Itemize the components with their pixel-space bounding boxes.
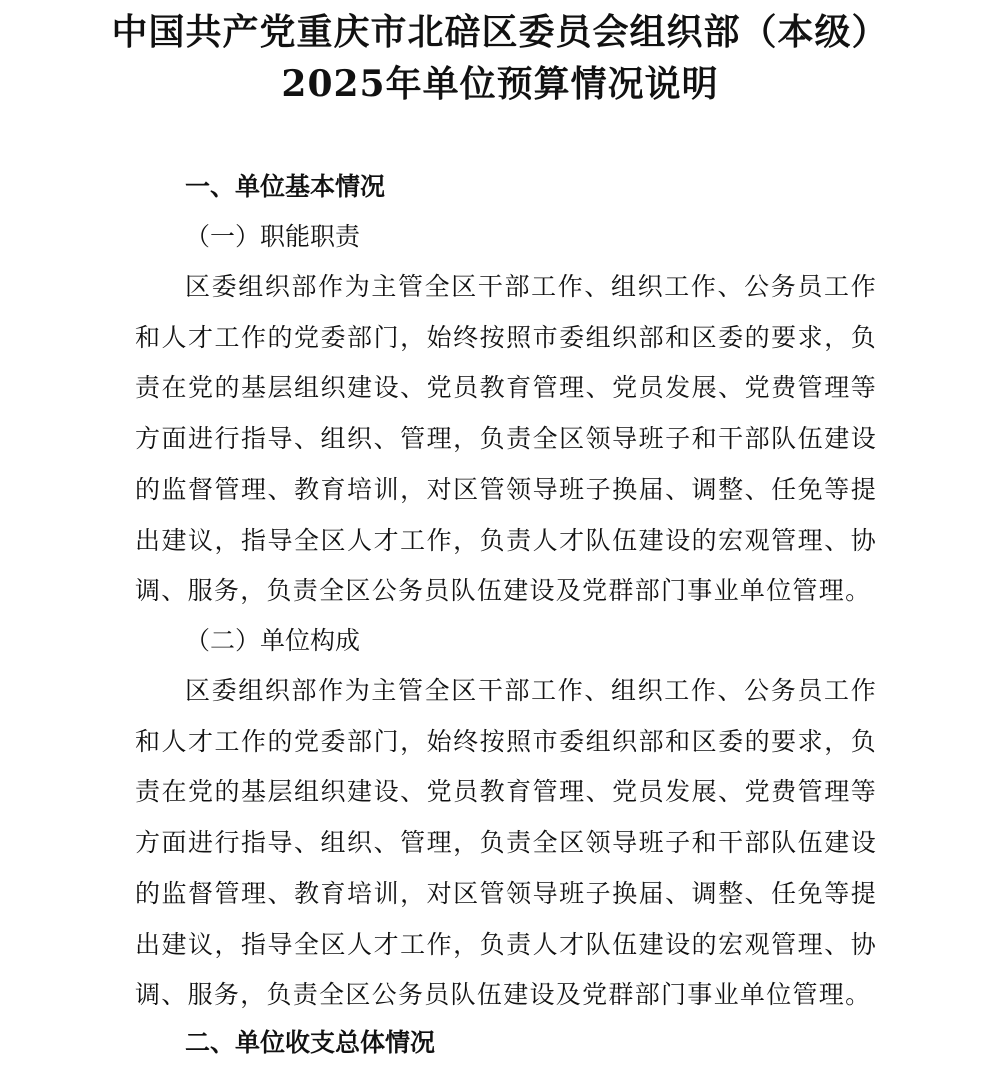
section-heading-basic-info: 一、单位基本情况 — [185, 172, 386, 201]
subsection-heading-composition: （二）单位构成 — [185, 626, 361, 655]
document-title-line-2: 2025年单位预算情况说明 — [281, 63, 719, 105]
paragraph-functions: 区委组织部作为主管全区干部工作、组织工作、公务员工作和人才工作的党委部门，始终按照市委组织部和区委的要求，负责在党的基层组织建设、党员教育管理、党员发展、党费管理等方面进行指导、组织、管理，负责全区领导班子和干部队伍建设的监督管理、教育培训，对区管领导班子换届、调整、任免等提出建议，指导全区人才工作，负责人才队伍建设的宏观管理、协调、服务，负责全区公务员队伍建设及党群部门事业单位管理。 — [135, 272, 877, 606]
subsection-heading-functions: （一）职能职责 — [185, 222, 361, 251]
document-title-line-1: 中国共产党重庆市北碚区委员会组织部（本级） — [111, 11, 889, 53]
section-heading-income-expenditure: 二、单位收支总体情况 — [185, 1028, 436, 1057]
paragraph-composition: 区委组织部作为主管全区干部工作、组织工作、公务员工作和人才工作的党委部门，始终按照市委组织部和区委的要求，负责在党的基层组织建设、党员教育管理、党员发展、党费管理等方面进行指导、组织、管理，负责全区领导班子和干部队伍建设的监督管理、教育培训，对区管领导班子换届、调整、任免等提出建议，指导全区人才工作，负责人才队伍建设的宏观管理、协调、服务，负责全区公务员队伍建设及党群部门事业单位管理。 — [135, 676, 877, 1010]
